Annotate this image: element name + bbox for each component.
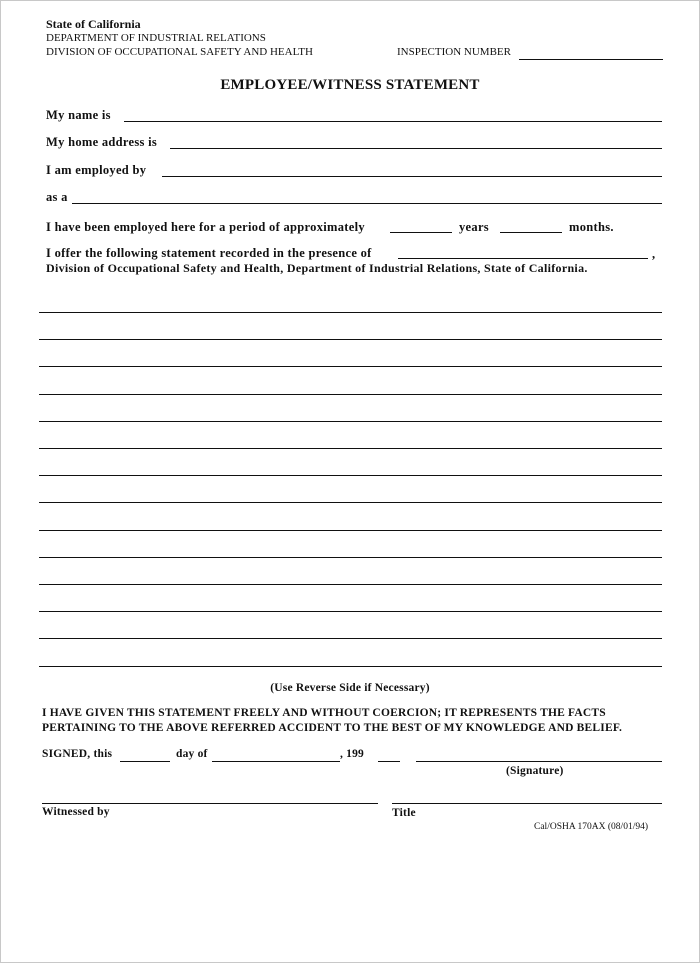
name-field[interactable] (124, 121, 662, 122)
statement-line[interactable] (39, 557, 662, 558)
presence-label: I offer the following statement recorded in the presence of (46, 246, 372, 260)
position-label: as a (46, 190, 68, 204)
signed-label: SIGNED, this (42, 748, 113, 760)
witnessed-by-label: Witnessed by (42, 806, 110, 818)
declaration-line-1: I HAVE GIVEN THIS STATEMENT FREELY AND WITHOUT COERCION; IT REPRESENTS THE FACTS (42, 707, 606, 719)
address-field[interactable] (170, 148, 662, 149)
statement-line[interactable] (39, 666, 662, 667)
form-title: EMPLOYEE/WITNESS STATEMENT (220, 77, 480, 93)
reverse-note: (Use Reverse Side if Necessary) (270, 682, 430, 694)
header-department: DEPARTMENT OF INDUSTRIAL RELATIONS (46, 32, 266, 44)
division-line: Division of Occupational Safety and Health, Department of Industrial Relations, State of California. (46, 261, 588, 275)
statement-line[interactable] (39, 312, 662, 313)
months-field[interactable] (500, 232, 562, 233)
signed-month-field[interactable] (212, 761, 340, 762)
statement-line[interactable] (39, 502, 662, 503)
statement-line[interactable] (39, 394, 662, 395)
signed-day-field[interactable] (120, 761, 170, 762)
months-label: months. (569, 220, 614, 234)
statement-line[interactable] (39, 611, 662, 612)
statement-line[interactable] (39, 448, 662, 449)
statement-line[interactable] (39, 584, 662, 585)
form-code: Cal/OSHA 170AX (08/01/94) (534, 822, 648, 832)
statement-line[interactable] (39, 366, 662, 367)
position-field[interactable] (72, 203, 662, 204)
statement-line[interactable] (39, 339, 662, 340)
inspection-number-label: INSPECTION NUMBER (397, 46, 511, 58)
presence-field[interactable] (398, 258, 648, 259)
statement-line[interactable] (39, 421, 662, 422)
signature-label: (Signature) (506, 765, 564, 777)
inspection-number-field[interactable] (519, 59, 663, 60)
declaration-line-2: PERTAINING TO THE ABOVE REFERRED ACCIDENT TO THE BEST OF MY KNOWLEDGE AND BELIEF. (42, 722, 623, 734)
statement-line[interactable] (39, 638, 662, 639)
title-field[interactable] (392, 803, 662, 804)
year-label: , 199 (340, 748, 364, 760)
statement-line[interactable] (39, 530, 662, 531)
statement-line[interactable] (39, 475, 662, 476)
employer-label: I am employed by (46, 163, 147, 177)
name-label: My name is (46, 108, 111, 122)
presence-comma: , (652, 247, 656, 261)
years-label: years (459, 220, 489, 234)
signature-field[interactable] (416, 761, 662, 762)
signed-year-field[interactable] (378, 761, 400, 762)
header-state: State of California (46, 17, 141, 31)
employed-period-label: I have been employed here for a period of approximately (46, 220, 365, 234)
years-field[interactable] (390, 232, 452, 233)
day-of-label: day of (176, 748, 208, 760)
header-division: DIVISION OF OCCUPATIONAL SAFETY AND HEALTH (46, 46, 313, 58)
employer-field[interactable] (162, 176, 662, 177)
title-label: Title (392, 807, 416, 819)
address-label: My home address is (46, 135, 158, 149)
witness-field[interactable] (42, 803, 378, 804)
